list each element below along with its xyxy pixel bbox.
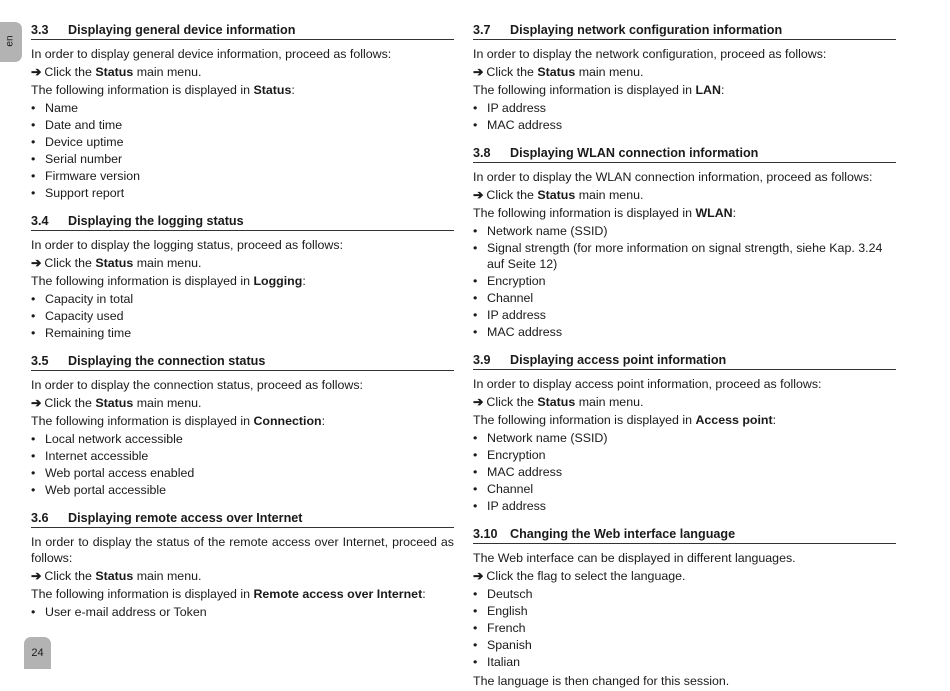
section-title: Displaying the logging status [68,214,244,228]
section-3-9 [473,352,896,514]
section-number: 3.3 [31,23,49,37]
section-heading [473,22,896,40]
list-item: • Firmware version [31,168,454,184]
language-tab [0,22,22,62]
list-item: • Serial number [31,151,454,167]
section-title: Displaying network configuration information [510,23,783,37]
arrow-right-icon: ➔ [473,188,484,202]
arrow-right-icon: ➔ [31,569,42,583]
section-heading [31,353,454,371]
intro-text: In order to display access point information, proceed as follows: [473,377,822,391]
display-info-text: The following information is displayed in Connection: [31,414,326,428]
arrow-right-icon: ➔ [473,65,484,79]
arrow-right-icon: ➔ [31,256,42,270]
section-number: 3.9 [473,353,491,367]
section-3-6 [31,510,454,620]
section-3-4 [31,213,454,341]
section-heading [31,510,454,528]
list-item: • Spanish [473,637,896,653]
list-item: • Network name (SSID) [473,223,896,239]
list-item: • Remaining time [31,325,454,341]
info-list [31,431,454,498]
intro-text: In order to display the connection status, proceed as follows: [31,378,363,392]
arrow-right-icon: ➔ [31,396,42,410]
section-number: 3.6 [31,511,49,525]
list-item: • Date and time [31,117,454,133]
section-title: Displaying the connection status [68,354,266,368]
list-item: • Deutsch [473,586,896,602]
section-heading [31,213,454,231]
display-info-text: The following information is displayed in LAN: [473,83,725,97]
section-title: Displaying access point information [510,353,727,367]
list-item: • MAC address [473,117,896,133]
intro-text: In order to display the status of the remote access over Internet, proceed as follows: [31,535,454,565]
instruction-step: ➔ Click the Status main menu. [31,256,202,270]
list-item: • Channel [473,290,896,306]
list-item: • IP address [473,498,896,514]
display-info-text: The following information is displayed in WLAN: [473,206,737,220]
intro-text: In order to display general device information, proceed as follows: [31,47,392,61]
instruction-step: ➔ Click the Status main menu. [473,188,644,202]
section-heading [473,352,896,370]
section-number: 3.10 [473,527,498,541]
section-3-10 [473,526,896,689]
section-title: Displaying remote access over Internet [68,511,303,525]
info-list [31,291,454,341]
section-heading [31,22,454,40]
list-item: • MAC address [473,464,896,480]
info-list [31,604,454,620]
instruction-step: ➔ Click the Status main menu. [31,569,202,583]
section-title: Displaying general device information [68,23,296,37]
section-number: 3.5 [31,354,49,368]
instruction-step: ➔ Click the Status main menu. [473,395,644,409]
list-item: • User e-mail address or Token [31,604,454,620]
list-item: • Network name (SSID) [473,430,896,446]
info-list [473,223,896,340]
list-item: • Local network accessible [31,431,454,447]
left-column [31,22,454,621]
list-item: • Web portal access enabled [31,465,454,481]
list-item: • IP address [473,100,896,116]
section-3-5 [31,353,454,498]
display-info-text: The following information is displayed in Remote access over Internet: [31,587,426,601]
instruction-step: ➔ Click the Status main menu. [31,65,202,79]
language-code: en [4,35,16,47]
list-item: • Web portal accessible [31,482,454,498]
language-list [473,586,896,670]
list-item: • Internet accessible [31,448,454,464]
instruction-step: ➔ Click the Status main menu. [473,65,644,79]
arrow-right-icon: ➔ [473,569,484,583]
list-item: • Encryption [473,273,896,289]
list-item: • Encryption [473,447,896,463]
instruction-step: ➔ Click the flag to select the language. [473,569,686,583]
list-item: • Channel [473,481,896,497]
section-heading [473,526,896,544]
section-number: 3.4 [31,214,49,228]
section-heading [473,145,896,163]
list-item: • Support report [31,185,454,201]
list-item: • Capacity in total [31,291,454,307]
list-item: • Italian [473,654,896,670]
section-title: Displaying WLAN connection information [510,146,759,160]
section-3-7 [473,22,896,133]
display-info-text: The following information is displayed in Access point: [473,413,777,427]
info-list [473,430,896,514]
section-number: 3.8 [473,146,491,160]
list-item: • Signal strength (for more information on signal strength, siehe Kap. 3.24 auf Seite 12) [473,240,896,272]
list-item: • IP address [473,307,896,323]
instruction-step: ➔ Click the Status main menu. [31,396,202,410]
section-number: 3.7 [473,23,491,37]
list-item: • English [473,603,896,619]
list-item: • French [473,620,896,636]
section-3-3 [31,22,454,201]
display-info-text: The following information is displayed in Logging: [31,274,306,288]
page-number: 24 [24,637,51,669]
intro-text: The Web interface can be displayed in different languages. [473,551,796,565]
right-column [473,22,896,691]
section-title: Changing the Web interface language [510,527,736,541]
intro-text: In order to display the WLAN connection information, proceed as follows: [473,170,873,184]
section-3-8 [473,145,896,340]
outro-text: The language is then changed for this session. [473,674,730,688]
display-info-text: The following information is displayed in Status: [31,83,295,97]
arrow-right-icon: ➔ [31,65,42,79]
info-list [31,100,454,201]
intro-text: In order to display the logging status, proceed as follows: [31,238,344,252]
arrow-right-icon: ➔ [473,395,484,409]
list-item: • MAC address [473,324,896,340]
list-item: • Device uptime [31,134,454,150]
list-item: • Capacity used [31,308,454,324]
info-list [473,100,896,133]
intro-text: In order to display the network configuration, proceed as follows: [473,47,827,61]
list-item: • Name [31,100,454,116]
